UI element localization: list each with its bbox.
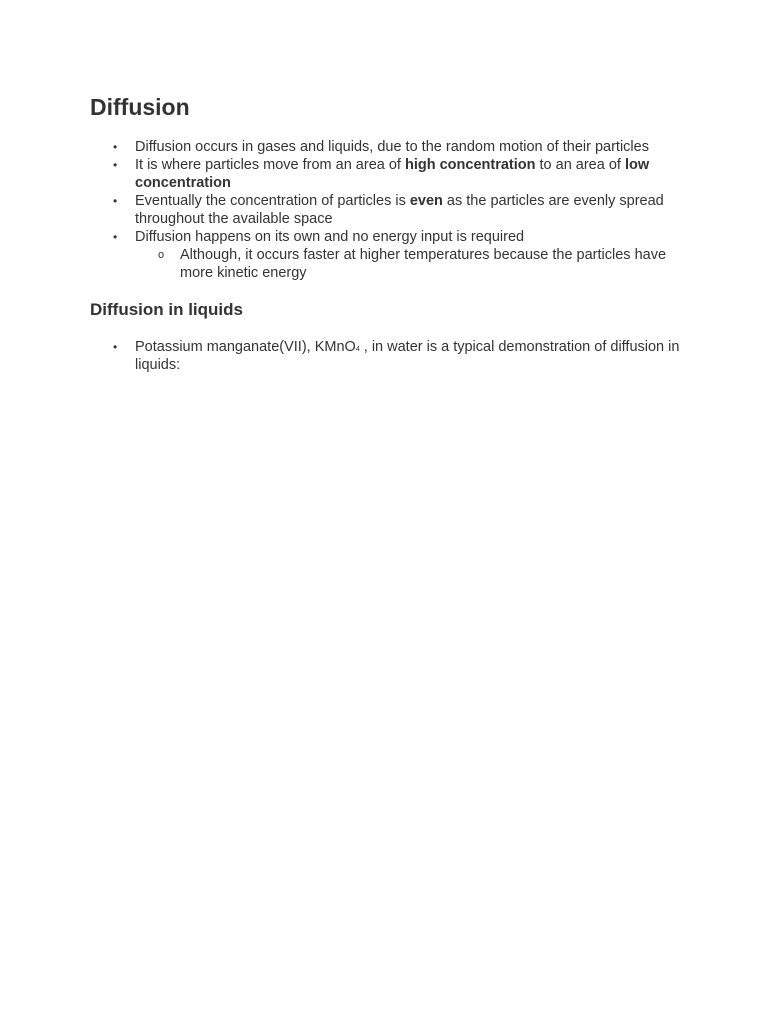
list-item [90,156,680,192]
sub-list [135,246,680,282]
bold-term-even: even [409,193,443,209]
bullet-text: Potassium manganate(VII), KMnO [135,339,356,355]
list-item [90,192,680,228]
page-title: Diffusion [90,94,190,120]
bullet-text: , in water is a typical demonstration of diffusion in liquids: [135,339,680,373]
bold-term-low-concentration: low concentration [135,157,650,191]
bullet-text: Eventually the concentration of particles is [135,193,410,209]
diffusion-facts-list [90,138,680,282]
list-item [90,338,680,374]
sub-list-item [135,246,680,282]
liquids-list [90,338,680,374]
bullet-text: Diffusion occurs in gases and liquids, due to the random motion of their particles [135,139,649,155]
bullet-text: It is where particles move from an area of [135,157,405,173]
sub-bullet-text: Although, it occurs faster at higher temperatures because the particles have more kinetic energy [180,247,667,281]
section-heading: Diffusion in liquids [90,300,243,319]
list-item [90,228,680,282]
bullet-text: to an area of [535,157,625,173]
bullet-text: as the particles are evenly spread throughout the available space [135,193,664,227]
subscript-4: 4 [355,346,360,353]
bold-term-high-concentration: high concentration [404,157,536,173]
bullet-text: Diffusion happens on its own and no energy input is required [135,229,525,245]
list-item [90,138,680,156]
